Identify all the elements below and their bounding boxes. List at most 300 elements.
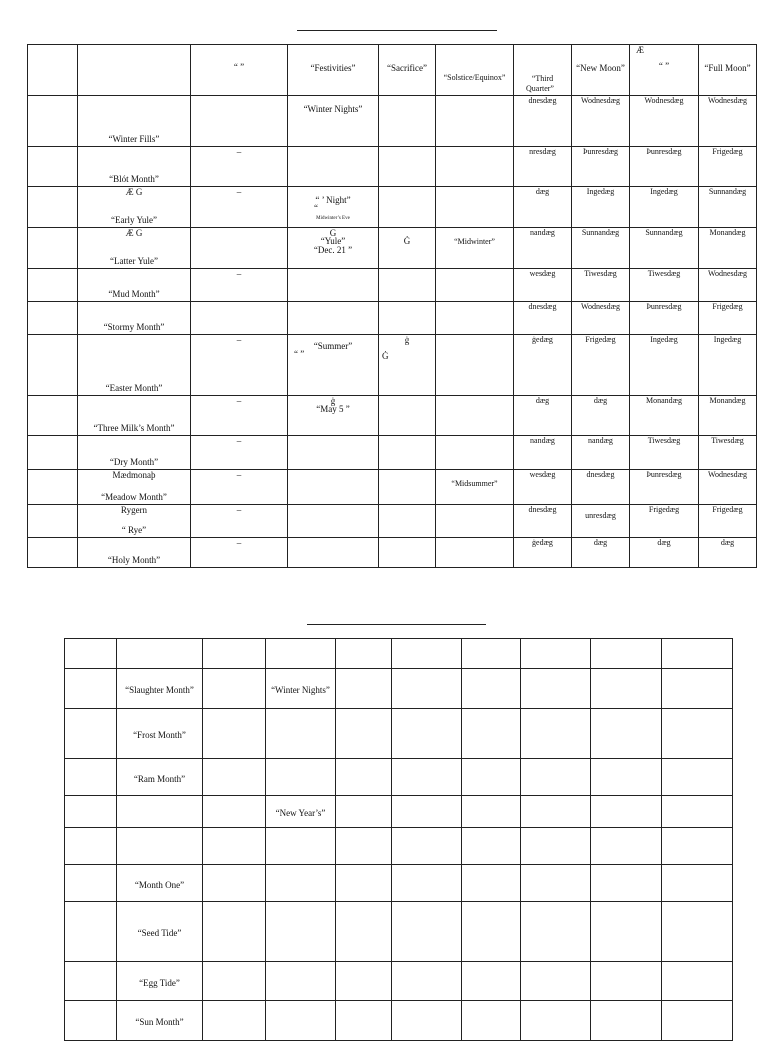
col3-cell [191,436,288,470]
empty-cell [203,639,266,669]
empty-cell [65,828,117,865]
header-cell [630,45,699,96]
col9-cell [630,538,699,568]
festivities-cell [266,902,336,962]
empty-cell [591,709,662,759]
empty-cell [462,828,521,865]
new-moon-day: dæg [593,538,608,547]
solstice: “Midwinter” [454,237,495,246]
header-third-quarter-2: Quarter” [526,84,554,93]
new-moon-cell [572,505,630,538]
new-moon-cell [572,538,630,568]
month-name: “Dry Month” [109,457,159,467]
sacrifice: Ġ [382,351,389,361]
row-number-cell [28,335,78,396]
empty-cell [462,1001,521,1041]
header-col9: “ ” [658,61,670,71]
header-festivities: “Festivities” [310,63,356,73]
month-name: “Mud Month” [108,289,160,299]
empty-cell [392,865,462,902]
new-moon-cell [572,335,630,396]
month-name: “Easter Month” [105,383,163,393]
month-cell [117,669,203,709]
month-cell [117,865,203,902]
col3-cell [191,147,288,187]
sacrifice-cell [379,187,436,228]
festivity: “New Year’s” [275,808,326,818]
new-moon-day: Ingedæg [586,187,615,196]
empty-cell [336,669,392,709]
third-quarter-day: wesdæg [529,470,556,479]
col3-cell [191,470,288,505]
month-name: “Latter Yule” [110,256,158,266]
new-moon-cell [572,269,630,302]
col3-cell [191,335,288,396]
new-moon-cell [572,96,630,147]
col9-cell [630,269,699,302]
empty-cell [336,1001,392,1041]
empty-cell [521,828,591,865]
festivity-line2: “ ” [294,349,305,359]
month-name: “Egg Tide” [139,978,180,988]
festivities-cell [288,396,379,436]
month-cell [78,470,191,505]
new-moon-day: nandæg [588,436,613,445]
row-number-cell [28,302,78,335]
month-native-name: Æ G [125,228,143,238]
empty-cell [591,902,662,962]
festivities-cell [288,96,379,147]
col9-cell [630,96,699,147]
festivities-cell [288,436,379,470]
empty-cell [521,1001,591,1041]
month-name: “Early Yule” [111,215,157,225]
table1-row [28,470,757,505]
empty-cell [662,759,733,796]
empty-cell [662,669,733,709]
empty-cell [662,902,733,962]
solstice-cell [436,505,514,538]
empty-cell [336,759,392,796]
festivities-cell [266,865,336,902]
row-number-cell [28,505,78,538]
solstice-cell [436,147,514,187]
table1-header-row [28,45,757,96]
solstice-cell [436,187,514,228]
table1-row [28,269,757,302]
table1-row [28,505,757,538]
third-quarter-day: dæg [535,396,550,405]
empty-cell [203,709,266,759]
col9-day: Þunresdæg [646,470,682,479]
col3-cell [191,396,288,436]
table2-row [65,962,733,1001]
month-name: “Meadow Month” [101,492,167,502]
full-moon-day: Monandæg [709,396,746,405]
festivities-cell [288,538,379,568]
empty-cell [65,796,117,828]
empty-cell [662,1001,733,1041]
header-third-quarter-1: “Third [531,74,554,83]
festivity-line2: “Dec. 21 ” [313,245,353,255]
table1-row [28,228,757,269]
festivity-native: ġ [330,396,336,406]
header-cell [699,45,757,96]
empty-cell [203,902,266,962]
empty-cell [662,639,733,669]
empty-cell [336,709,392,759]
festivity-native: G [329,228,337,238]
col9-cell [630,396,699,436]
festivity-note: Midwinter’s Eve [316,216,350,221]
table1-row [28,335,757,396]
empty-cell [65,709,117,759]
sacrifice-cell [379,302,436,335]
col9-day: Þunresdæg [646,302,682,311]
table1-row [28,538,757,568]
full-moon-cell [699,505,757,538]
third-quarter-cell [514,538,572,568]
row-number-cell [28,269,78,302]
empty-cell [392,759,462,796]
col9-cell [630,228,699,269]
empty-cell [591,759,662,796]
new-moon-day: Tiwesdæg [584,269,617,278]
table2-row [65,865,733,902]
sacrifice-cell [379,335,436,396]
col9-day: Wodnesdæg [644,96,684,105]
new-moon-day: Frigedæg [585,335,616,344]
full-moon-cell [699,96,757,147]
festivities-cell [266,759,336,796]
third-quarter-cell [514,396,572,436]
festivity-line2: “ [314,203,318,213]
full-moon-cell [699,436,757,470]
row-number-cell [28,470,78,505]
empty-cell [462,669,521,709]
third-quarter-cell [514,505,572,538]
sacrifice-cell [379,538,436,568]
table2-row [65,639,733,669]
solstice-cell [436,470,514,505]
header-cell [514,45,572,96]
empty-cell [65,865,117,902]
month-cell [78,396,191,436]
empty-cell [65,962,117,1001]
header-cell [191,45,288,96]
empty-cell [521,902,591,962]
new-moon-day: unresdæg [585,511,616,520]
table2-row [65,828,733,865]
festivity: “Winter Nights” [303,104,363,114]
header-cell [436,45,514,96]
month-cell [117,962,203,1001]
col3-cell [191,228,288,269]
third-quarter-cell [514,470,572,505]
third-quarter-day: nandæg [530,228,555,237]
third-quarter-day: dnesdæg [528,96,557,105]
table2-title-underline [307,624,486,625]
empty-cell [336,639,392,669]
col3-cell [191,96,288,147]
empty-cell [662,796,733,828]
empty-cell [392,902,462,962]
col9-cell [630,470,699,505]
empty-cell [462,962,521,1001]
festivities-cell [288,269,379,302]
festivities-cell [266,639,336,669]
month-cell [117,759,203,796]
full-moon-day: Frigedæg [712,505,743,514]
third-quarter-day: wesdæg [529,269,556,278]
empty-cell [203,759,266,796]
third-quarter-cell [514,96,572,147]
table1-row [28,302,757,335]
col9-cell [630,302,699,335]
festivities-cell [288,505,379,538]
third-quarter-day: ġedæg [532,335,553,344]
table2-row [65,796,733,828]
col3-value: – [236,470,242,480]
full-moon-cell [699,396,757,436]
table1-row [28,147,757,187]
month-name: “Ram Month” [133,774,186,784]
festivities-cell [288,228,379,269]
festivities-cell [266,828,336,865]
third-quarter-cell [514,269,572,302]
month-cell [117,1001,203,1041]
full-moon-cell [699,302,757,335]
sacrifice: Ġ [403,236,411,246]
row-number-cell [28,187,78,228]
month-cell [78,302,191,335]
full-moon-day: Wodnesdæg [708,269,747,278]
calendar-table-1 [27,44,757,568]
table2-row [65,709,733,759]
table1-row [28,187,757,228]
col3-cell [191,538,288,568]
full-moon-day: Wodnesdæg [708,470,747,479]
empty-cell [392,796,462,828]
month-cell [78,436,191,470]
row-number-cell [28,147,78,187]
empty-cell [521,962,591,1001]
table2-row [65,759,733,796]
third-quarter-cell [514,302,572,335]
col9-cell [630,436,699,470]
header-cell [572,45,630,96]
sacrifice-native: ġ [404,335,410,345]
col3-value: – [236,436,242,446]
month-name: “Seed Tide” [137,928,182,938]
row-number-cell [28,538,78,568]
empty-cell [336,902,392,962]
month-name: “Three Milk’s Month” [93,423,175,433]
solstice-cell [436,396,514,436]
third-quarter-day: dnesdæg [528,302,557,311]
festivities-cell [266,1001,336,1041]
empty-cell [203,1001,266,1041]
sacrifice-cell [379,470,436,505]
sacrifice-cell [379,505,436,538]
full-moon-day: Sunnandæg [708,187,747,196]
empty-cell [203,962,266,1001]
new-moon-day: dnesdæg [586,470,615,479]
month-name: “Sun Month” [135,1017,184,1027]
solstice-cell [436,538,514,568]
empty-cell [591,865,662,902]
solstice-cell [436,96,514,147]
third-quarter-cell [514,147,572,187]
month-cell [78,147,191,187]
header-solstice: “Solstice/Equinox” [443,73,506,82]
empty-cell [462,902,521,962]
month-name: “ Rye” [121,525,147,535]
month-cell [117,796,203,828]
full-moon-cell [699,335,757,396]
empty-cell [521,759,591,796]
row-number-cell [28,396,78,436]
empty-cell [392,709,462,759]
col9-day: Tiwesdæg [647,436,681,445]
month-name: “Month One” [134,880,185,890]
empty-cell [392,828,462,865]
header-cell [28,45,78,96]
solstice: “Midsummer” [451,479,498,488]
empty-cell [521,796,591,828]
col3-cell [191,302,288,335]
empty-cell [336,828,392,865]
table1-title-underline [297,30,497,31]
header-col9-top: Æ [636,45,645,55]
empty-cell [462,709,521,759]
new-moon-cell [572,228,630,269]
col9-cell [630,187,699,228]
empty-cell [392,962,462,1001]
month-cell [117,709,203,759]
third-quarter-cell [514,335,572,396]
sacrifice-cell [379,269,436,302]
festivities-cell [288,470,379,505]
empty-cell [662,828,733,865]
empty-cell [591,1001,662,1041]
empty-cell [462,796,521,828]
col9-day: Ingedæg [650,335,678,344]
empty-cell [591,796,662,828]
calendar-table-2 [64,638,733,1041]
month-cell [117,828,203,865]
month-cell [117,639,203,669]
full-moon-cell [699,228,757,269]
festivity: “Summer” [313,341,353,351]
col9-day: Monandæg [646,396,682,405]
month-cell [78,335,191,396]
solstice-cell [436,269,514,302]
festivities-cell [288,335,379,396]
third-quarter-day: dæg [535,187,550,196]
new-moon-cell [572,396,630,436]
empty-cell [65,639,117,669]
festivities-cell [288,147,379,187]
festivities-cell [288,302,379,335]
third-quarter-cell [514,187,572,228]
empty-cell [462,865,521,902]
festivity: “Winter Nights” [271,685,330,695]
full-moon-day: Frigedæg [712,302,743,311]
empty-cell [591,639,662,669]
col3-value: – [236,396,242,406]
col3-value: – [236,147,242,157]
full-moon-day: Frigedæg [712,147,743,156]
full-moon-cell [699,269,757,302]
col9-day: Frigedæg [648,505,680,514]
empty-cell [591,962,662,1001]
table2-row [65,902,733,962]
col3-value: – [236,538,242,548]
sacrifice-cell [379,396,436,436]
col9-day: Sunnandæg [645,228,683,237]
full-moon-day: Tiwesdæg [711,436,744,445]
empty-cell [336,865,392,902]
col9-day: Þunresdæg [646,147,682,156]
third-quarter-day: nandæg [530,436,555,445]
solstice-cell [436,436,514,470]
empty-cell [521,865,591,902]
empty-cell [203,865,266,902]
new-moon-cell [572,302,630,335]
header-sacrifice: “Sacrifice” [387,63,427,73]
empty-cell [336,796,392,828]
col3-cell [191,187,288,228]
header-col3: “ ” [233,62,245,72]
festivity: “ ’ Night” [315,195,351,205]
full-moon-cell [699,538,757,568]
month-cell [78,96,191,147]
festivities-cell [266,796,336,828]
col3-value: – [236,269,242,279]
month-native-name: Rygern [120,505,148,515]
new-moon-day: Sunnandæg [581,228,620,237]
header-new-moon: “New Moon” [576,63,625,73]
month-cell [78,269,191,302]
col9-cell [630,335,699,396]
empty-cell [65,902,117,962]
month-native-name: Æ G [125,187,143,197]
sacrifice-cell [379,96,436,147]
col9-day: dæg [657,538,671,547]
new-moon-cell [572,187,630,228]
empty-cell [65,669,117,709]
month-name: “Holy Month” [107,555,161,565]
col9-cell [630,505,699,538]
new-moon-cell [572,147,630,187]
header-full-moon: “Full Moon” [704,63,751,73]
new-moon-cell [572,436,630,470]
col3-value: – [236,335,242,345]
empty-cell [462,639,521,669]
sacrifice-cell [379,228,436,269]
festivities-cell [266,709,336,759]
month-native-name: Mædmonaþ [112,470,156,480]
empty-cell [462,759,521,796]
empty-cell [521,639,591,669]
sacrifice-cell [379,436,436,470]
month-cell [78,228,191,269]
month-name: “Blót Month” [109,174,159,184]
empty-cell [521,669,591,709]
empty-cell [591,828,662,865]
full-moon-cell [699,187,757,228]
